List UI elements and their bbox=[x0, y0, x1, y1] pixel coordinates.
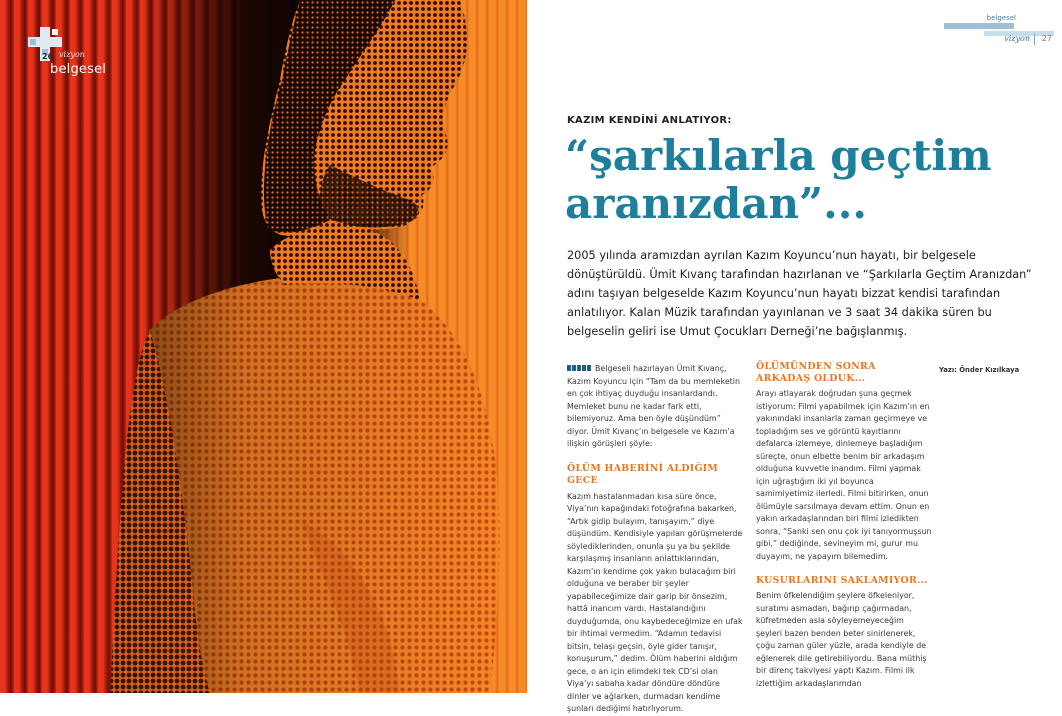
article-column-2 bbox=[756, 361, 932, 690]
column-body: Kazım hastalanmadan kısa süre önce, Viya’nın kapağındaki fotoğrafına bakarken, “Artık gidip bulayım, tanışayım,” diye düşündüm. Kendisiyle yapılan görüşmelerde söylediklerinden, onunla şu ya bu şekilde karşılaşmış insanların anlattıklarından, Kazım’ın kendime çok yakın bulacağım biri olduğuna ve beraber bir şeyler yapabileceğimize dair garip bir önsezim, hattâ inancım vardı. Hastalandığını duyduğumda, onu kaybedeceğimize en ufak bir ihtimal vermedim. “Adamın tedavisi bitsin, telaşı geçsin, öyle gider tanışır, konuşurum,” dedim. Ölüm haberini aldığım gece, o an için elimdeki tek CD’si olan Viya’yı sabaha kadar döndüre döndüre dinler ve ağlarken, durmadan kendime şunları dediğimi hatırlıyorum. bbox=[567, 491, 743, 713]
column-subhead: ÖLÜMÜNDEN SONRA ARKADAŞ OLDUK... bbox=[756, 361, 876, 384]
left-page-photo bbox=[0, 0, 527, 693]
column-subhead: KUSURLARINI SAKLAMIYOR... bbox=[756, 575, 928, 586]
page-number: 26 bbox=[42, 52, 54, 61]
article-headline: “şarkılarla geçtim aranızdan”... bbox=[565, 131, 992, 228]
column-body: Benim öfkelendiğim şeylere öfkeleniyor, suratımı asmadan, bağırıp çağırmadan, küfretmeden asla söyleyemeyeceğim şeyleri bazen benden beter sinirlenerek, çoğu zaman güler yüzle, arada kendiyle de eğlenerek dile getirebiliyordu. Bana müthiş bir direnç takviyesi yaptı Kazım. Filmi ilk izlettiğim arkadaşlarımdan bbox=[756, 591, 927, 688]
column-body: Arayı atlayarak doğrudan şuna geçmek istiyorum: Filmi yapabilmek için Kazım’ın en yakınındaki insanlarla zaman geçirmeye ve topladığım ses ve görüntü kayıtlarını defalarca izlemeye, dinlemeye başladığım süreçte, onun elbette benim bir arkadaşım olduğuna kuvvetle inandım. Filmi yapmak için uğraştığım iki yıl boyunca samimiyetimiz ilerledi. Filmi bitirirken, onun ölümüyle sarsılmaya devam ettim. Onun en yakın arkadaşlarından biri filmi izledikten sonra, “Sanki sen onu çok iyi tanıyormuşsun gibi,” dediğinde, sevineyim mi, gurur mu duyayım, ne yapayım bilemedim. bbox=[756, 389, 932, 561]
magazine-name: vizyon bbox=[59, 50, 85, 59]
column-intro bbox=[567, 363, 743, 451]
article-lead: 2005 yılında aramızdan ayrılan Kazım Koyuncu’nun hayatı, bir belgesele dönüştürüldü. Ümit Kıvanç tarafından hazırlanan ve “Şarkılarla Geçtim Aranızdan” adını taşıyan belgeselde Kazım Koyuncu’nun hayatı bizzat kendisi tarafından anlatılıyor. Kalan Müzik tarafından yayınlanan ve 3 saat 34 dakika süren bu belgeselin geliri ise Umut Çocukları Derneği’ne bağışlanmış. bbox=[567, 249, 1032, 338]
header-divider bbox=[1034, 33, 1035, 45]
article-column-1 bbox=[567, 363, 743, 716]
header-magazine-name: vizyon bbox=[1004, 34, 1030, 43]
portrait-photo bbox=[0, 0, 527, 693]
header-section-label: belgesel bbox=[986, 14, 1016, 22]
right-page-article bbox=[527, 0, 1062, 713]
intro-text: Belgeseli hazırlayan Ümit Kıvanç, Kazım Koyuncu için “Tam da bu memleketin en çok ihtiyaç duyduğu insanlardandı. Memleket bunu ne kadar fark etti, bilemiyoruz. Ama ben öyle düşündüm” diyor. Ümit Kıvanç’ın belgesele ve Kazım’a ilişkin görüşleri şöyle: bbox=[567, 364, 740, 448]
page-header bbox=[944, 11, 1054, 47]
section-label: belgesel bbox=[50, 62, 107, 77]
header-bar bbox=[944, 23, 1014, 29]
bullet-squares-icon bbox=[567, 363, 592, 376]
author-credit: Yazı: Önder Kızılkaya bbox=[939, 366, 1020, 374]
header-page-number: 27 bbox=[1041, 34, 1052, 43]
article-kicker: KAZIM KENDİNİ ANLATIYOR: bbox=[567, 115, 732, 126]
column-subhead: ÖLÜM HABERİNİ ALDIĞIM GECE bbox=[567, 462, 719, 486]
vizyon-logo bbox=[28, 27, 108, 79]
